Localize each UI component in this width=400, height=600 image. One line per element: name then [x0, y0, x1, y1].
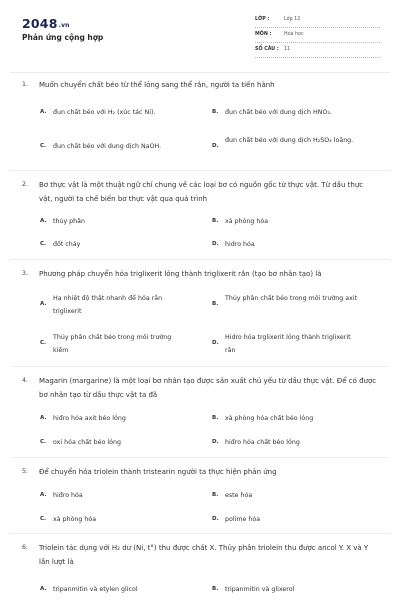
header-divider [10, 72, 390, 73]
option-letter: D. [212, 143, 219, 149]
option-letter: B. [212, 586, 219, 592]
logo-suffix: .vn [58, 22, 70, 29]
option-letter: D. [212, 516, 219, 522]
option-letter: A. [40, 415, 47, 421]
question-text: Muốn chuyển chất béo từ thể lỏng sang thể rắn, người ta tiến hành [39, 81, 275, 89]
option-c[interactable] [40, 331, 200, 357]
question-divider [10, 366, 390, 367]
option-text: hidro hóa [225, 241, 255, 248]
option-text: xà phòng hóa [53, 516, 97, 523]
question-divider [10, 457, 390, 458]
question-number: 5. [22, 468, 28, 475]
option-text: oxi hóa chất béo lỏng [53, 439, 121, 446]
meta-value: 11 [284, 47, 291, 52]
option-letter: A. [40, 301, 47, 307]
option-letter: B. [212, 415, 219, 421]
meta-value: Hóa học [284, 32, 304, 37]
question-text: Để chuyển hóa triolein thành tristearin người ta thực hiện phản ứng [39, 468, 277, 476]
option-text: hiđro hóa chất béo lỏng [225, 439, 300, 446]
option-letter: C. [40, 439, 47, 445]
question-divider [10, 170, 390, 171]
meta-key: SỐ CÂU : [255, 47, 279, 52]
option-d[interactable] [212, 134, 382, 160]
topic-title: Phản ứng cộng hợp [22, 33, 104, 42]
option-letter: B. [212, 301, 219, 307]
option-letter: A. [40, 109, 47, 115]
option-text: hiđro hóa axit béo lỏng [53, 415, 126, 422]
site-logo[interactable] [22, 16, 70, 31]
option-text: Hidro hóa trglixerit lỏng thành triglixerit rắn [225, 334, 351, 354]
question-number: 6. [22, 544, 28, 551]
option-text: đun chất béo với H₂ (xúc tác Ni). [53, 109, 156, 116]
option-letter: C. [40, 340, 47, 346]
worksheet-header [0, 0, 400, 70]
option-letter: C. [40, 241, 47, 247]
option-letter: B. [212, 492, 219, 498]
option-letter: A. [40, 586, 47, 592]
option-text: thủy phân [53, 218, 86, 225]
question-divider [10, 533, 390, 534]
option-letter: C. [40, 143, 47, 149]
logo-main: 2048 [22, 16, 58, 31]
option-text: Thủy phân chất béo trong môi trường axit [225, 295, 358, 302]
question-number: 3. [22, 270, 28, 277]
option-text: xà phòng hóa [225, 218, 269, 225]
question-number: 1. [22, 81, 28, 88]
option-d[interactable] [212, 331, 382, 357]
option-text: tripanmitin và etylen glicol [53, 586, 138, 593]
option-letter: B. [212, 109, 219, 115]
question-number: 4. [22, 377, 28, 384]
option-text: este hóa [225, 492, 253, 499]
option-text: đun chất béo với dung dịch H₂SO₄ loãng. [225, 137, 354, 144]
meta-key: MÔN : [255, 32, 272, 37]
question-text: Phương pháp chuyển hóa triglixerit lỏng thành triglixerit rắn (tạo bơ nhân tạo) là [39, 270, 322, 278]
meta-value: Lớp 12 [284, 17, 301, 22]
option-b[interactable] [212, 292, 382, 318]
meta-subject-row [255, 29, 380, 43]
option-letter: A. [40, 492, 47, 498]
option-a[interactable] [40, 292, 200, 318]
question-number: 2. [22, 181, 28, 188]
option-text: Hạ nhiệt độ thật nhanh để hóa rắn triglixerit [53, 295, 163, 315]
option-letter: D. [212, 439, 219, 445]
option-text: tripanmitin và glixerol [225, 586, 295, 593]
option-letter: D. [212, 241, 219, 247]
option-text: polime hóa [225, 516, 261, 523]
meta-class-row [255, 14, 380, 28]
meta-key: LỚP : [255, 17, 270, 22]
option-text: Thủy phân chất béo trong môi trường kiềm [53, 334, 172, 354]
option-text: xà phòng hóa chất béo lỏng [225, 415, 314, 422]
option-text: đun chất béo với dung dịch NaOH. [53, 143, 162, 150]
option-letter: C. [40, 516, 47, 522]
option-letter: A. [40, 218, 47, 224]
question-text: Bơ thực vật là một thuật ngữ chỉ chung về các loại bơ có nguồn gốc từ thực vật. Từ dầu thực vật, người ta chế biến bơ thực vật qua quá trình [39, 181, 364, 203]
question-divider [10, 259, 390, 260]
option-letter: B. [212, 218, 219, 224]
option-text: hiđro hóa [53, 492, 83, 499]
option-letter: D. [212, 340, 219, 346]
option-text: đun chất béo với dung dịch HNO₃. [225, 109, 332, 116]
option-text: đốt cháy [53, 241, 81, 248]
question-text: Triolein tác dụng với H₂ dư (Ni, t°) thu được chất X. Thủy phân triolein thu được ancol Y. X và Y lần lượt là [39, 544, 369, 566]
meta-count-row [255, 44, 380, 58]
question-text: Magarin (margarine) là một loại bơ nhân tạo được sản xuất chủ yếu từ dầu thực vật. Để có được bơ nhân tạo từ dầu thực vật ta đã [39, 377, 377, 399]
